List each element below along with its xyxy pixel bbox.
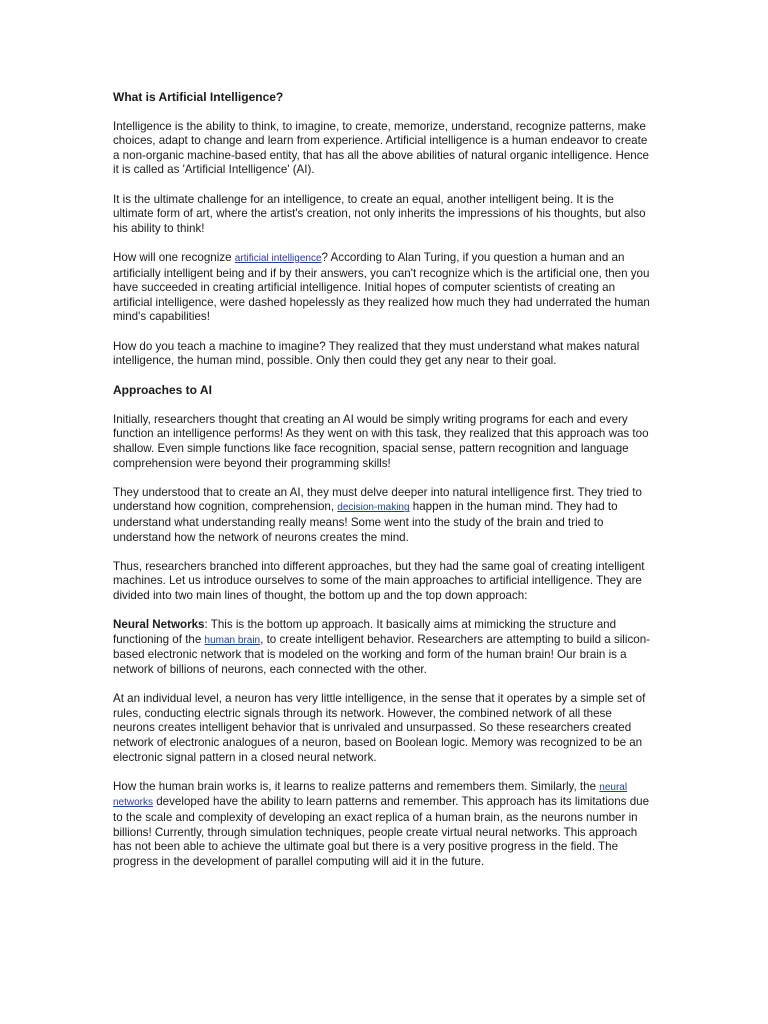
- link-artificial-intelligence[interactable]: artificial intelligence: [234, 252, 322, 264]
- paragraph-2: It is the ultimate challenge for an intelligence, to create an equal, another intelligent being. It is the ultimate form of art, where the artist's creation, not only inherits the impressions of his thoughts, but also his ability to think!: [113, 192, 646, 235]
- paragraph-8-text-a: : This is the bottom up approach. It basically aims at mimicking the structure and functioning of the: [113, 618, 617, 646]
- paragraph-3: [113, 251, 653, 325]
- paragraph-3-text-a: How will one recognize: [113, 250, 235, 264]
- heading-what-is-ai: What is Artificial Intelligence?: [113, 90, 284, 104]
- paragraph-10-text-a: How the human brain works is, it learns to realize patterns and remembers them. Similarly, the: [113, 779, 600, 793]
- paragraph-1: Intelligence is the ability to think, to imagine, to create, memorize, understand, recognize patterns, make choices, adapt to change and learn from experience. Artificial intelligence is a human endeavor to create a non-organic machine-based entity, that has all the above abilities of natural organic intelligence. Hence it is called as 'Artificial Intelligence' (AI).: [113, 119, 650, 177]
- paragraph-8-text-b: , to create intelligent behavior. Researchers are attempting to build a silicon-based electronic network that is modeled on the working and form of the human brain! Our brain is a network of billions of neurons, each connected with the other.: [113, 632, 651, 676]
- paragraph-7: Thus, researchers branched into different approaches, but they had the same goal of creating intelligent machines. Let us introduce ourselves to some of the main approaches to artificial intelligence. They are divided into two main lines of thought, the bottom up and the top down approach:: [113, 559, 645, 602]
- paragraph-5: Initially, researchers thought that creating an AI would be simply writing programs for each and every function an intelligence performs! As they went on with this task, they realized that this approach was too shallow. Even simple functions like face recognition, spacial sense, pattern recognition and language comprehension were beyond their programming skills!: [113, 412, 649, 470]
- paragraph-10-text-b: developed have the ability to learn patterns and remember. This approach has its limitations due to the scale and complexity of developing an exact replica of a human brain, as the neurons number in billions! Currently, through simulation techniques, people create virtual neural networks. This approach has not been able to achieve the ultimate goal but there is a very positive progress in the field. The progress in the development of parallel computing will aid it in the future.: [113, 795, 650, 868]
- term-neural-networks: Neural Networks: [113, 618, 205, 632]
- paragraph-6-text-b: happen in the human mind. They had to understand what understanding really means! Some went into the study of the brain and tried to understand how the network of neurons creates the mind.: [113, 500, 618, 544]
- document-page: [113, 90, 653, 884]
- link-neural-networks[interactable]: neural networks: [113, 781, 628, 809]
- paragraph-3-text-b: ? According to Alan Turing, if you question a human and an artificially intelligent being and if by their answers, you can't recognize which is the artificial one, then you have succeeded in creating artificial intelligence. Initial hopes of computer scientists of creating an artificial intelligence, were dashed hopelessly as they realized how much they had underrated the human mind's capabilities!: [113, 250, 650, 324]
- paragraph-10: [113, 780, 653, 870]
- paragraph-9: At an individual level, a neuron has very little intelligence, in the sense that it operates by a simple set of rules, conducting electric signals through its network. However, the combined network of all these neurons creates intelligent behavior that is unrivaled and unsurpassed. So these researchers created network of electronic analogues of a neuron, based on Boolean logic. Memory was recognized to be an electronic signal pattern in a closed neural network.: [113, 692, 646, 764]
- link-human-brain[interactable]: human brain: [204, 634, 261, 646]
- paragraph-8: [113, 618, 653, 677]
- paragraph-6-text-a: They understood that to create an AI, they must delve deeper into natural intelligence first. They tried to understand how cognition, comprehension,: [113, 485, 642, 514]
- paragraph-6: [113, 486, 653, 545]
- link-decision-making[interactable]: decision-making: [337, 502, 410, 514]
- paragraph-4: How do you teach a machine to imagine? They realized that they must understand what makes natural intelligence, the human mind, possible. Only then could they get any near to their goal.: [113, 339, 640, 368]
- heading-approaches-to-ai: Approaches to AI: [113, 383, 212, 398]
